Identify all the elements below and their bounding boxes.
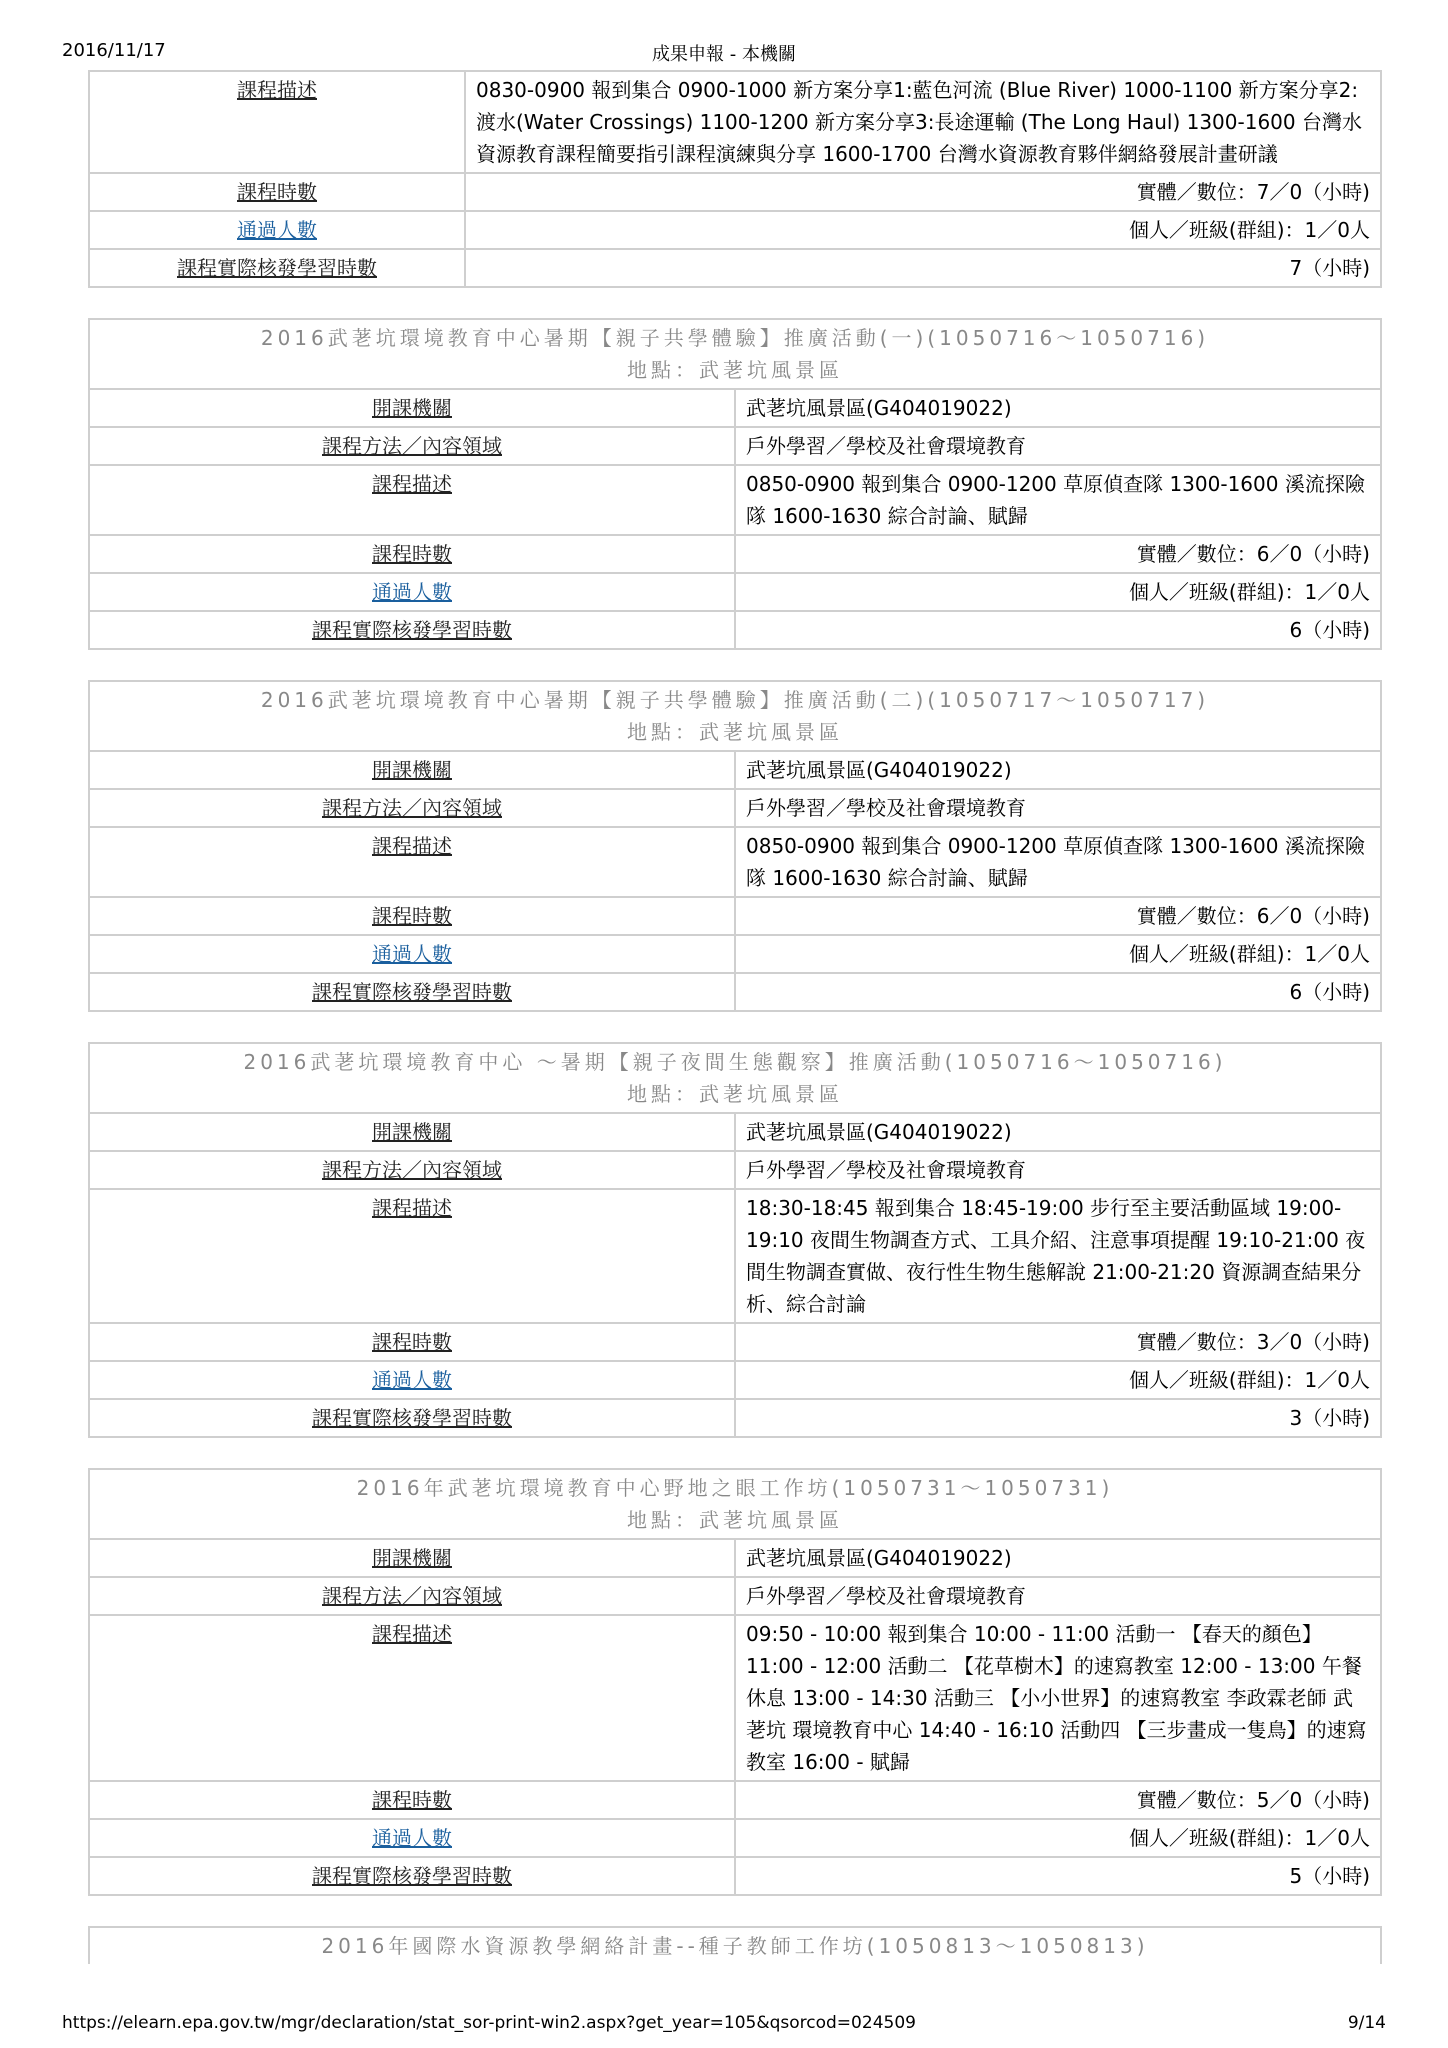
- pass-count-link[interactable]: 通過人數: [372, 1826, 452, 1850]
- course-location: 地點：武荖坑風景區: [627, 1508, 843, 1532]
- actual-row: [89, 1399, 1381, 1437]
- course-title: 2016年武荖坑環境教育中心野地之眼工作坊(1050731～1050731): [356, 1476, 1114, 1500]
- hours-row: [89, 1323, 1381, 1361]
- desc-value: 0830-0900 報到集合 0900-1000 新方案分享1:藍色河流 (Blue River) 1000-1100 新方案分享2:渡水(Water Crossings) 1100-1200 新方案分享3:長途運輸 (The Long Haul) 1300-1600 台灣水資源教育課程簡要指引課程演練與分享 1600-1700 台灣水資源教育夥伴網絡發展計畫研議: [465, 71, 1381, 173]
- course-header-row: [89, 681, 1381, 751]
- course-table-0: [88, 70, 1382, 288]
- actual-label: 課程實際核發學習時數: [312, 1864, 512, 1888]
- course-header-row: [89, 319, 1381, 389]
- actual-row: [89, 249, 1381, 287]
- desc-label: 課程描述: [372, 834, 452, 858]
- org-value: 武荖坑風景區(G404019022): [735, 1113, 1381, 1151]
- hours-label: 課程時數: [372, 542, 452, 566]
- course-table-3: [88, 1042, 1382, 1438]
- method-row: [89, 427, 1381, 465]
- pass-count-link[interactable]: 通過人數: [237, 218, 317, 242]
- desc-row: [89, 1615, 1381, 1781]
- hours-value: 實體／數位：3／0（小時): [735, 1323, 1381, 1361]
- course-header-row: [89, 1469, 1381, 1539]
- desc-row: [89, 71, 1381, 173]
- report-content: [88, 70, 1382, 1994]
- desc-label: 課程描述: [372, 1622, 452, 1646]
- org-label: 開課機關: [372, 1120, 452, 1144]
- course-title: 2016武荖坑環境教育中心暑期【親子共學體驗】推廣活動(二)(1050717～1050717): [260, 688, 1210, 712]
- desc-row: [89, 827, 1381, 897]
- desc-label: 課程描述: [372, 1196, 452, 1220]
- org-value: 武荖坑風景區(G404019022): [735, 751, 1381, 789]
- pass-value: 個人／班級(群組)：1／0人: [735, 1361, 1381, 1399]
- course-table-5: [88, 1926, 1382, 1964]
- method-value: 戶外學習／學校及社會環境教育: [735, 427, 1381, 465]
- course-header-row: [89, 1043, 1381, 1113]
- page-url: https://elearn.epa.gov.tw/mgr/declaration/stat_sor-print-win2.aspx?get_year=105&qsorcod=024509: [62, 2013, 916, 2033]
- org-row: [89, 751, 1381, 789]
- actual-value: 7（小時): [465, 249, 1381, 287]
- org-row: [89, 1113, 1381, 1151]
- actual-value: 6（小時): [735, 611, 1381, 649]
- org-row: [89, 1539, 1381, 1577]
- hours-label: 課程時數: [237, 180, 317, 204]
- pass-row: [89, 935, 1381, 973]
- hours-value: 實體／數位：5／0（小時): [735, 1781, 1381, 1819]
- page-number: 9/14: [1347, 2013, 1386, 2033]
- hours-row: [89, 535, 1381, 573]
- actual-row: [89, 1857, 1381, 1895]
- pass-value: 個人／班級(群組)：1／0人: [465, 211, 1381, 249]
- method-value: 戶外學習／學校及社會環境教育: [735, 1577, 1381, 1615]
- hours-row: [89, 1781, 1381, 1819]
- method-label: 課程方法／內容領域: [322, 434, 502, 458]
- org-value: 武荖坑風景區(G404019022): [735, 389, 1381, 427]
- course-location: 地點：武荖坑風景區: [627, 1082, 843, 1106]
- desc-value: 18:30-18:45 報到集合 18:45-19:00 步行至主要活動區域 19:00-19:10 夜間生物調查方式、工具介紹、注意事項提醒 19:10-21:00 夜間生物調查實做、夜行性生物生態解說 21:00-21:20 資源調查結果分析、綜合討論: [735, 1189, 1381, 1323]
- pass-row: [89, 573, 1381, 611]
- method-row: [89, 1151, 1381, 1189]
- hours-row: [89, 897, 1381, 935]
- desc-value: 0850-0900 報到集合 0900-1200 草原偵查隊 1300-1600 溪流探險隊 1600-1630 綜合討論、賦歸: [735, 465, 1381, 535]
- desc-label: 課程描述: [237, 78, 317, 102]
- print-date: 2016/11/17: [62, 40, 166, 61]
- hours-value: 實體／數位：7／0（小時): [465, 173, 1381, 211]
- course-title: 2016武荖坑環境教育中心暑期【親子共學體驗】推廣活動(一)(1050716～1050716): [260, 326, 1210, 350]
- hours-label: 課程時數: [372, 1788, 452, 1812]
- hours-row: [89, 173, 1381, 211]
- course-table-4: [88, 1468, 1382, 1896]
- desc-value: 0850-0900 報到集合 0900-1200 草原偵查隊 1300-1600 溪流探險隊 1600-1630 綜合討論、賦歸: [735, 827, 1381, 897]
- hours-label: 課程時數: [372, 904, 452, 928]
- course-title: 2016武荖坑環境教育中心 ～暑期【親子夜間生態觀察】推廣活動(1050716～1050716): [243, 1050, 1227, 1074]
- pass-count-link[interactable]: 通過人數: [372, 942, 452, 966]
- hours-label: 課程時數: [372, 1330, 452, 1354]
- actual-row: [89, 611, 1381, 649]
- actual-label: 課程實際核發學習時數: [312, 1406, 512, 1430]
- pass-row: [89, 1819, 1381, 1857]
- hours-value: 實體／數位：6／0（小時): [735, 535, 1381, 573]
- desc-row: [89, 1189, 1381, 1323]
- course-header-row: [89, 1927, 1381, 1964]
- desc-value: 09:50 - 10:00 報到集合 10:00 - 11:00 活動一 【春天的顏色】 11:00 - 12:00 活動二 【花草樹木】的速寫教室 12:00 - 13:00 午餐休息 13:00 - 14:30 活動三 【小小世界】的速寫教室 李政霖老師 武荖坑 環境教育中心 14:40 - 16:10 活動四 【三步畫成一隻鳥】的速寫教室 16:00 - 賦歸: [735, 1615, 1381, 1781]
- course-table-1: [88, 318, 1382, 650]
- actual-value: 3（小時): [735, 1399, 1381, 1437]
- actual-label: 課程實際核發學習時數: [177, 256, 377, 280]
- pass-value: 個人／班級(群組)：1／0人: [735, 1819, 1381, 1857]
- actual-value: 5（小時): [735, 1857, 1381, 1895]
- page-title: 成果申報 - 本機關: [652, 44, 796, 65]
- org-value: 武荖坑風景區(G404019022): [735, 1539, 1381, 1577]
- course-location: 地點：武荖坑風景區: [627, 358, 843, 382]
- method-value: 戶外學習／學校及社會環境教育: [735, 1151, 1381, 1189]
- org-row: [89, 389, 1381, 427]
- actual-label: 課程實際核發學習時數: [312, 618, 512, 642]
- course-title: 2016年國際水資源教學網絡計畫--種子教師工作坊(1050813～1050813): [321, 1934, 1149, 1958]
- org-label: 開課機關: [372, 396, 452, 420]
- actual-row: [89, 973, 1381, 1011]
- actual-value: 6（小時): [735, 973, 1381, 1011]
- method-label: 課程方法／內容領域: [322, 1584, 502, 1608]
- desc-label: 課程描述: [372, 472, 452, 496]
- method-row: [89, 789, 1381, 827]
- org-label: 開課機關: [372, 758, 452, 782]
- method-label: 課程方法／內容領域: [322, 1158, 502, 1182]
- pass-count-link[interactable]: 通過人數: [372, 1368, 452, 1392]
- pass-row: [89, 1361, 1381, 1399]
- method-label: 課程方法／內容領域: [322, 796, 502, 820]
- pass-value: 個人／班級(群組)：1／0人: [735, 573, 1381, 611]
- desc-row: [89, 465, 1381, 535]
- actual-label: 課程實際核發學習時數: [312, 980, 512, 1004]
- org-label: 開課機關: [372, 1546, 452, 1570]
- method-value: 戶外學習／學校及社會環境教育: [735, 789, 1381, 827]
- course-table-2: [88, 680, 1382, 1012]
- hours-value: 實體／數位：6／0（小時): [735, 897, 1381, 935]
- pass-count-link[interactable]: 通過人數: [372, 580, 452, 604]
- course-location: 地點：武荖坑風景區: [627, 720, 843, 744]
- pass-value: 個人／班級(群組)：1／0人: [735, 935, 1381, 973]
- pass-row: [89, 211, 1381, 249]
- method-row: [89, 1577, 1381, 1615]
